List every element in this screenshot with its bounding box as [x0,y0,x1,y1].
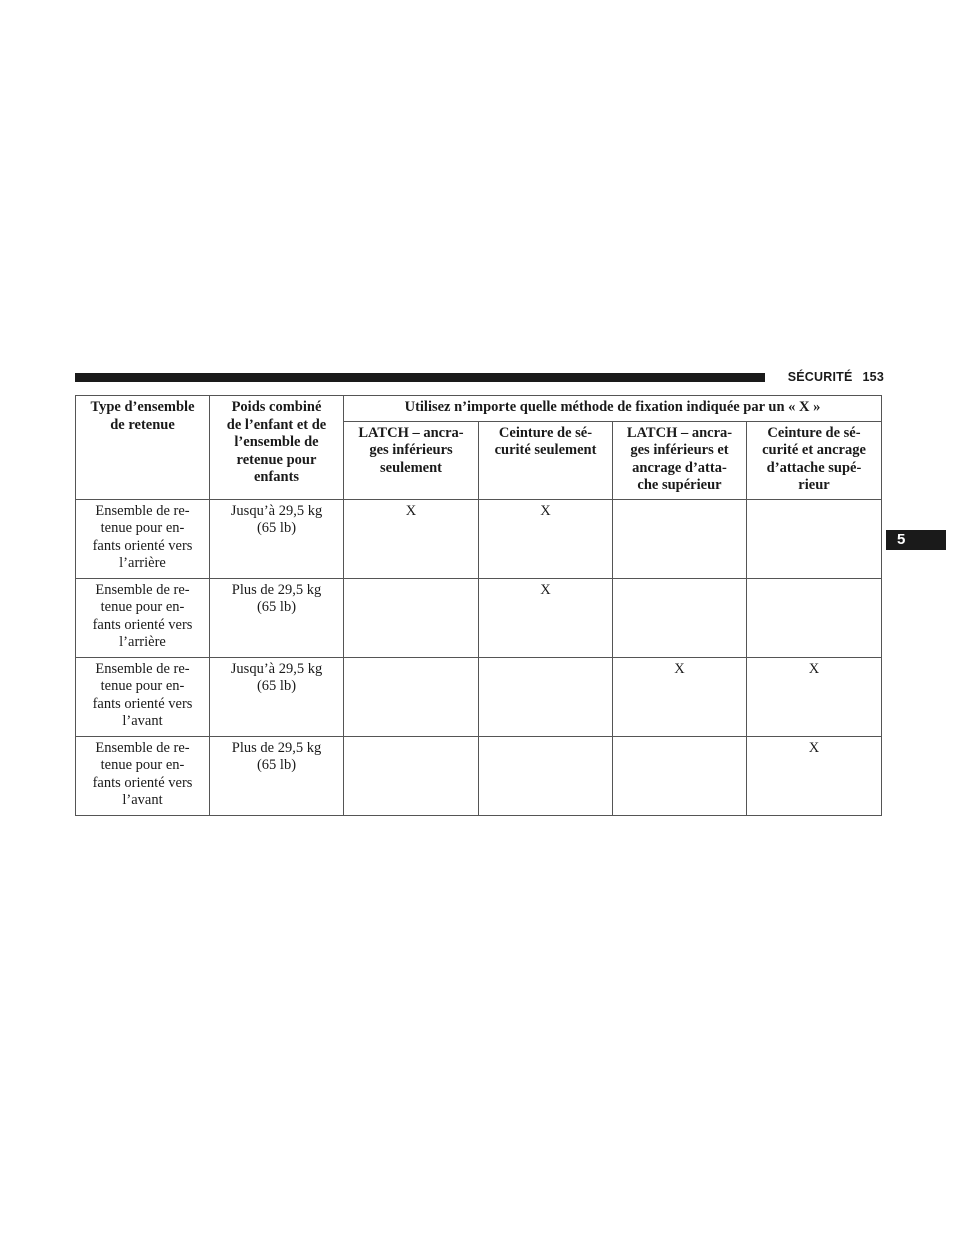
header-method-seatbelt: Ceinture de sé- curité seulement [479,421,613,499]
mark-cell: X [747,736,882,815]
mark-cell [747,499,882,578]
header-method-seatbelt-tether: Ceinture de sé- curité et ancrage d’attache supé- rieur [747,421,882,499]
mark-cell: X [479,499,613,578]
header-method-latch-lower: LATCH – ancra- ges inférieurs seulement [344,421,479,499]
table-row [76,736,882,815]
mark-cell [613,736,747,815]
mark-cell [613,499,747,578]
header-fixation-group: Utilisez n’importe quelle méthode de fixation indiquée par un « X » [344,396,882,422]
mark-cell: X [747,657,882,736]
weight-cell: Jusqu’à 29,5 kg (65 lb) [210,657,344,736]
table-row [76,578,882,657]
table-row [76,499,882,578]
header-method-latch-tether: LATCH – ancra- ges inférieurs et ancrage d’atta- che supérieur [613,421,747,499]
running-header [774,367,884,387]
mark-cell [613,578,747,657]
weight-cell: Plus de 29,5 kg (65 lb) [210,736,344,815]
mark-cell: X [479,578,613,657]
section-title: SÉCURITÉ [787,370,853,384]
fixation-methods-table [75,395,882,816]
mark-cell [344,736,479,815]
mark-cell [747,578,882,657]
mark-cell [479,736,613,815]
chapter-tab: 5 [886,530,946,550]
header-rule [75,373,765,382]
weight-cell: Plus de 29,5 kg (65 lb) [210,578,344,657]
page-number: 153 [862,370,884,384]
weight-cell: Jusqu’à 29,5 kg (65 lb) [210,499,344,578]
header-restraint-type: Type d’ensemble de retenue [76,396,210,500]
restraint-type-cell: Ensemble de re- tenue pour en- fants orienté vers l’avant [76,736,210,815]
mark-cell [344,657,479,736]
mark-cell [344,578,479,657]
header-combined-weight: Poids combiné de l’enfant et de l’ensemble de retenue pour enfants [210,396,344,500]
restraint-type-cell: Ensemble de re- tenue pour en- fants orienté vers l’arrière [76,499,210,578]
table-row [76,657,882,736]
restraint-type-cell: Ensemble de re- tenue pour en- fants orienté vers l’avant [76,657,210,736]
restraint-type-cell: Ensemble de re- tenue pour en- fants orienté vers l’arrière [76,578,210,657]
mark-cell [479,657,613,736]
mark-cell: X [613,657,747,736]
mark-cell: X [344,499,479,578]
